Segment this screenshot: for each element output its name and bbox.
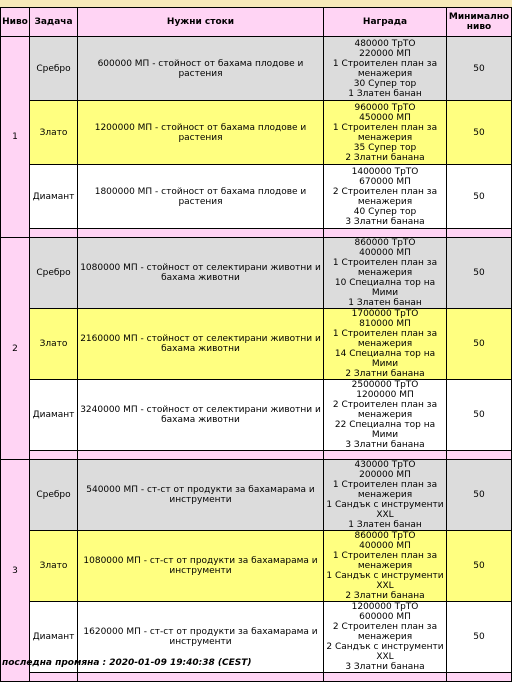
- reward-line: 1200000 МП: [356, 390, 414, 400]
- reward-cell: [324, 460, 447, 531]
- reward-line: 1 Строителен план за менажерия: [332, 258, 438, 278]
- reward-line: 450000 МП: [359, 112, 411, 123]
- reward-line: 2 Сандък с инструменти XXL: [326, 642, 444, 662]
- reward-line: 2500000 ТрТО: [351, 380, 419, 390]
- reward-line: 1200000 ТрТО: [351, 602, 419, 612]
- reward-line: 1700000 ТрТО: [351, 309, 419, 319]
- reward-line: 1 Строителен план за менажерия: [332, 58, 438, 79]
- table-row: [1, 309, 512, 380]
- table-row: [1, 380, 512, 451]
- reward-line: 1 Сандък с инструменти XXL: [326, 571, 444, 591]
- reward-line: 3 Златни банана: [345, 216, 425, 227]
- level-cell: 1: [1, 37, 30, 238]
- min-level-cell: 50: [447, 309, 512, 380]
- goods-cell: 3240000 МП - стойност от селектирани животни и бахама животни: [78, 380, 324, 451]
- spacer-cell: [78, 451, 324, 460]
- min-level-cell: 50: [447, 602, 512, 673]
- goods-cell: 1080000 МП - стойност от селектирани животни и бахама животни: [78, 238, 324, 309]
- min-level-cell: 50: [447, 460, 512, 531]
- min-level-cell: 50: [447, 531, 512, 602]
- header-task: Задача: [30, 8, 78, 37]
- task-cell: Диамант: [30, 602, 78, 673]
- reward-line: 3 Златни банана: [345, 440, 425, 450]
- header-level: Ниво: [1, 8, 30, 37]
- reward-cell: [324, 101, 447, 165]
- goods-cell: 600000 МП - стойност от бахама плодове и растения: [78, 37, 324, 101]
- min-level-cell: 50: [447, 165, 512, 229]
- level-cell: 3: [1, 460, 30, 682]
- table-row: [1, 165, 512, 229]
- goods-cell: 1080000 МП - ст-ст от продукти за бахамарама и инструменти: [78, 531, 324, 602]
- reward-line: 10 Специална тор на Мими: [334, 278, 436, 298]
- reward-line: 1 Строителен план за менажерия: [332, 551, 438, 571]
- reward-line: 14 Специална тор на Мими: [334, 349, 436, 369]
- header-reward: Награда: [324, 8, 447, 37]
- goods-cell: 1800000 МП - стойност от бахама плодове и растения: [78, 165, 324, 229]
- reward-line: 2 Строителен план за менажерия: [332, 186, 438, 207]
- task-cell: Диамант: [30, 380, 78, 451]
- reward-cell: [324, 602, 447, 673]
- reward-line: 2 Златни банана: [345, 152, 425, 163]
- reward-line: 22 Специална тор на Мими: [334, 420, 436, 440]
- task-cell: Злато: [30, 309, 78, 380]
- reward-cell: [324, 37, 447, 101]
- header-min-level: Минимално ниво: [447, 8, 512, 37]
- reward-line: 400000 МП: [359, 541, 411, 551]
- group-spacer: [1, 673, 512, 682]
- reward-line: 2 Златни банана: [345, 369, 425, 379]
- spacer-cell: [30, 451, 78, 460]
- task-cell: Злато: [30, 531, 78, 602]
- reward-line: 430000 ТрТО: [354, 460, 416, 470]
- reward-line: 1 Строителен план за менажерия: [332, 480, 438, 500]
- min-level-cell: 50: [447, 380, 512, 451]
- reward-cell: [324, 380, 447, 451]
- reward-line: 1 Строителен план за менажерия: [332, 122, 438, 143]
- header-goods: Нужни стоки: [78, 8, 324, 37]
- reward-line: 1 Сандък с инструменти XXL: [326, 500, 444, 520]
- spacer-cell: [78, 673, 324, 682]
- group-spacer: [1, 229, 512, 238]
- reward-line: 1 Златен банан: [348, 520, 422, 530]
- goods-cell: 1620000 МП - ст-ст от продукти за бахамарама и инструменти: [78, 602, 324, 673]
- min-level-cell: 50: [447, 101, 512, 165]
- reward-cell: [324, 238, 447, 309]
- last-modified: последна промяна : 2020-01-09 19:40:38 (CEST): [2, 658, 252, 668]
- spacer-cell: [447, 451, 512, 460]
- table-row: [1, 101, 512, 165]
- level-cell: 2: [1, 238, 30, 460]
- reward-line: 220000 МП: [359, 48, 411, 59]
- spacer-cell: [324, 673, 447, 682]
- reward-line: 860000 ТрТО: [354, 531, 416, 541]
- task-cell: Злато: [30, 101, 78, 165]
- spacer-cell: [324, 451, 447, 460]
- group-spacer: [1, 451, 512, 460]
- reward-line: 35 Супер тор: [353, 142, 417, 153]
- reward-line: 200000 МП: [359, 470, 411, 480]
- task-cell: Сребро: [30, 460, 78, 531]
- table-row: [1, 238, 512, 309]
- reward-line: 860000 ТрТО: [354, 238, 416, 248]
- reward-cell: [324, 165, 447, 229]
- reward-line: 960000 ТрТО: [354, 102, 416, 113]
- reward-line: 1400000 ТрТО: [351, 166, 419, 177]
- table-row: [1, 460, 512, 531]
- spacer-cell: [447, 673, 512, 682]
- reward-line: 2 Строителен план за менажерия: [332, 622, 438, 642]
- table-row: [1, 37, 512, 101]
- reward-line: 1 Златен банан: [348, 88, 422, 99]
- reward-line: 1 Строителен план за менажерия: [332, 329, 438, 349]
- reward-line: 480000 ТрТО: [354, 38, 416, 49]
- reward-line: 670000 МП: [359, 176, 411, 187]
- reward-line: 30 Супер тор: [353, 78, 417, 89]
- spacer-cell: [447, 229, 512, 238]
- spacer-cell: [78, 229, 324, 238]
- spacer-cell: [30, 673, 78, 682]
- goods-cell: 540000 МП - ст-ст от продукти за бахамарама и инструменти: [78, 460, 324, 531]
- spacer-cell: [324, 229, 447, 238]
- goods-cell: 2160000 МП - стойност от селектирани животни и бахама животни: [78, 309, 324, 380]
- task-cell: Сребро: [30, 37, 78, 101]
- reward-line: 400000 МП: [359, 248, 411, 258]
- task-cell: Сребро: [30, 238, 78, 309]
- task-cell: Диамант: [30, 165, 78, 229]
- reward-line: 2 Златни банана: [345, 591, 425, 601]
- goods-cell: 1200000 МП - стойност от бахама плодове и растения: [78, 101, 324, 165]
- min-level-cell: 50: [447, 238, 512, 309]
- reward-line: 810000 МП: [359, 319, 411, 329]
- quest-table: [0, 7, 512, 682]
- reward-line: 2 Строителен план за менажерия: [332, 400, 438, 420]
- reward-line: 1 Златен банан: [348, 298, 422, 308]
- reward-cell: [324, 309, 447, 380]
- table-row: [1, 531, 512, 602]
- min-level-cell: 50: [447, 37, 512, 101]
- reward-line: 600000 МП: [359, 612, 411, 622]
- spacer-cell: [30, 229, 78, 238]
- reward-line: 40 Супер тор: [353, 206, 417, 217]
- header-row: [1, 8, 512, 37]
- reward-cell: [324, 531, 447, 602]
- reward-line: 3 Златни банана: [345, 662, 425, 672]
